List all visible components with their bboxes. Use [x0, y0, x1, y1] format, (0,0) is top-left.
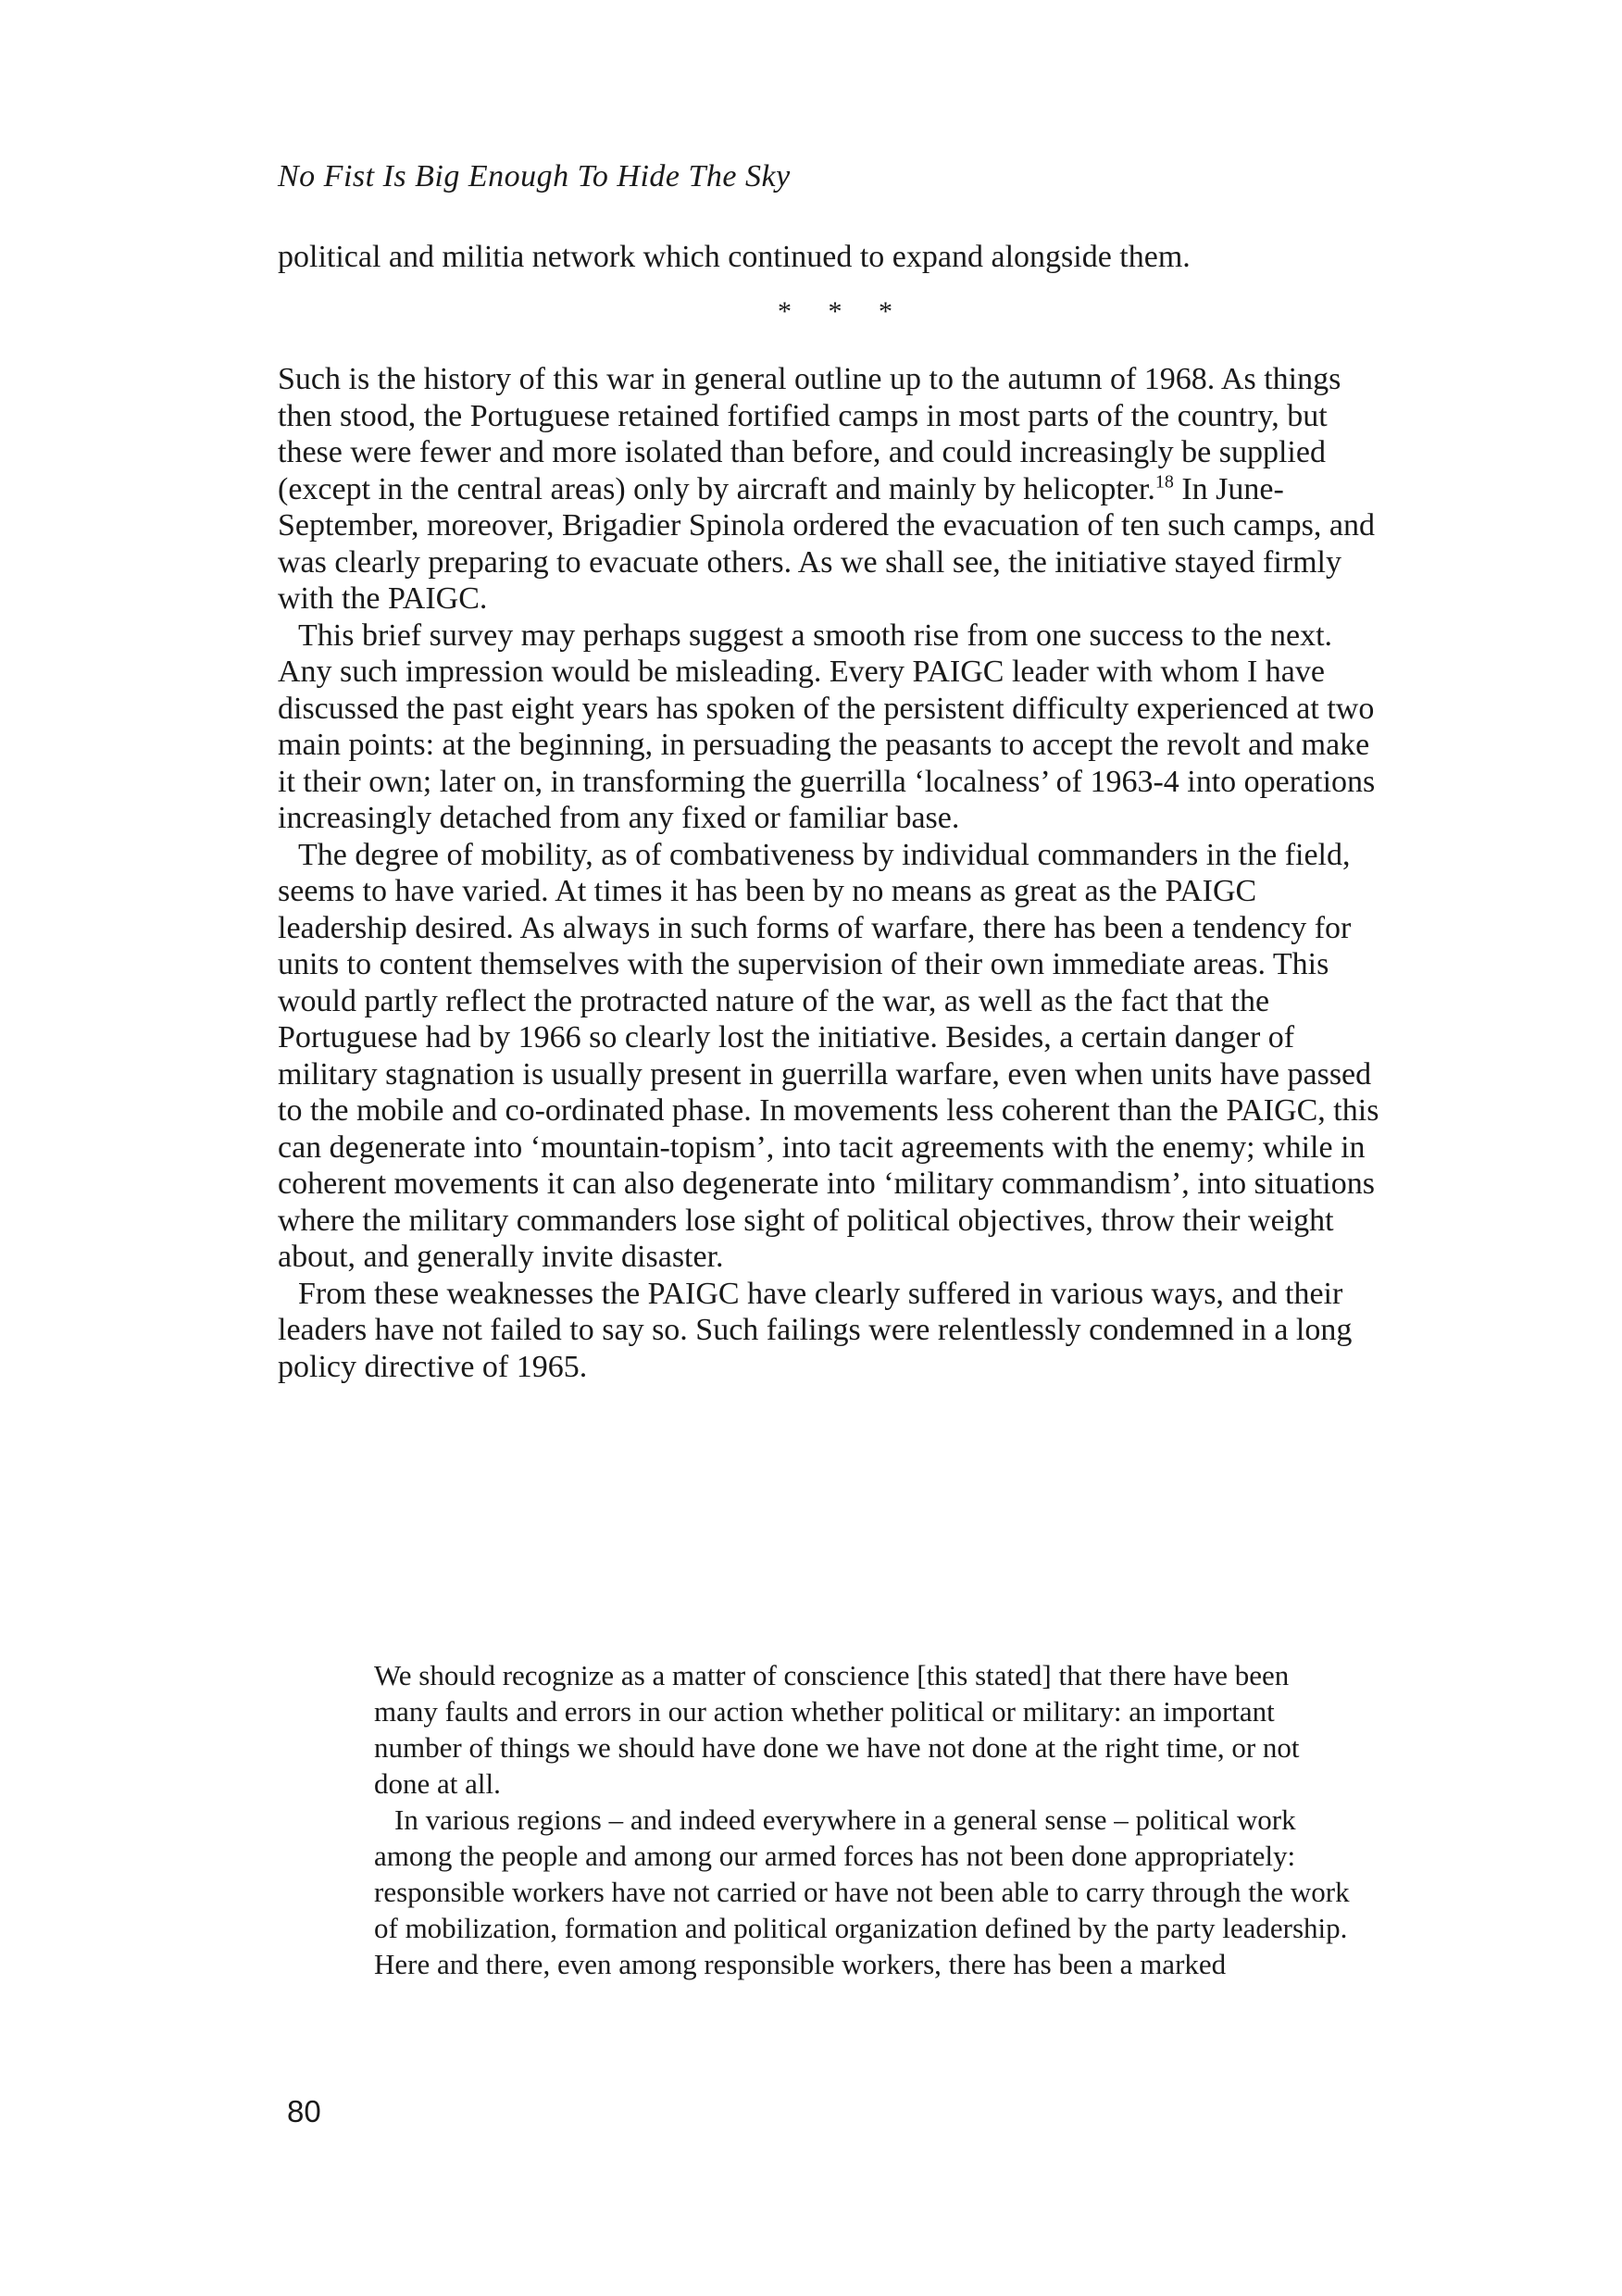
footnote-marker: 18	[1154, 471, 1174, 493]
continued-line: political and militia network which continued to expand alongside them.	[278, 240, 1191, 274]
paragraph-1-text: Such is the history of this war in general outline up to the autumn of 1968. As things then stood, the Portuguese retained fortified camps in most parts of the country, but these were fewer and more isolated than before, and could increasingly be supplied (except in the central areas) only by aircraft and mainly by helicopter.	[278, 362, 1341, 506]
paragraph-2: This brief survey may perhaps suggest a smooth rise from one success to the next. Any such impression would be misleading. Every PAIGC leader with whom I have discussed the past eight years has spoken of the persistent difficulty experienced at two main points: at the beginning, in persuading the peasants to accept the revolt and make it their own; later on, in transforming the guerrilla ‘localness’ of 1963-4 into operations increasingly detached from any fixed or familiar base.	[278, 618, 1376, 835]
section-break: * * *	[778, 296, 907, 327]
quote-paragraph-1: We should recognize as a matter of conscience [this stated] that there have been many faults and errors in our action whether political or military: an important number of things we should have done we have not done at the right time, or not done at all.	[374, 1659, 1300, 1800]
block-quote	[374, 1657, 1355, 1982]
paragraph-1	[278, 361, 1379, 618]
page-number: 80	[287, 2094, 321, 2128]
paragraph-1-continuation: In June-September, moreover, Brigadier Spinola ordered the evacuation of ten such camps, and was clearly preparing to evacuate others. As we shall see, the initiative stayed firmly with the PAIGC.	[278, 471, 1375, 616]
quote-paragraph-2: In various regions – and indeed everywhere in a general sense – political work among the people and among our armed forces has not been done appropriately: responsible workers have not carried or have not been able to carry through the work of mobilization, formation and political organization defined by the party leadership. Here and there, even among responsible workers, there has been a marked	[374, 1803, 1350, 1980]
running-head: No Fist Is Big Enough To Hide The Sky	[278, 159, 791, 193]
paragraph-4: From these weaknesses the PAIGC have clearly suffered in various ways, and their leaders have not failed to say so. Such failings were relentlessly condemned in a long policy directive of 1965.	[278, 1276, 1353, 1384]
paragraph-3: The degree of mobility, as of combativeness by individual commanders in the field, seems to have varied. At times it has been by no means as great as the PAIGC leadership desired. As always in such forms of warfare, there has been a tendency for units to content themselves with the supervision of their own immediate areas. This would partly reflect the protracted nature of the war, as well as the fact that the Portuguese had by 1966 so clearly lost the initiative. Besides, a certain danger of military stagnation is usually present in guerrilla warfare, even when units have passed to the mobile and co-ordinated phase. In movements less coherent than the PAIGC, this can degenerate into ‘mountain-topism’, into tacit agreements with the enemy; while in coherent movements it can also degenerate into ‘military commandism’, into situations where the military commanders lose sight of political objectives, throw their weight about, and generally invite disaster.	[278, 837, 1379, 1274]
main-text	[278, 361, 1379, 1385]
